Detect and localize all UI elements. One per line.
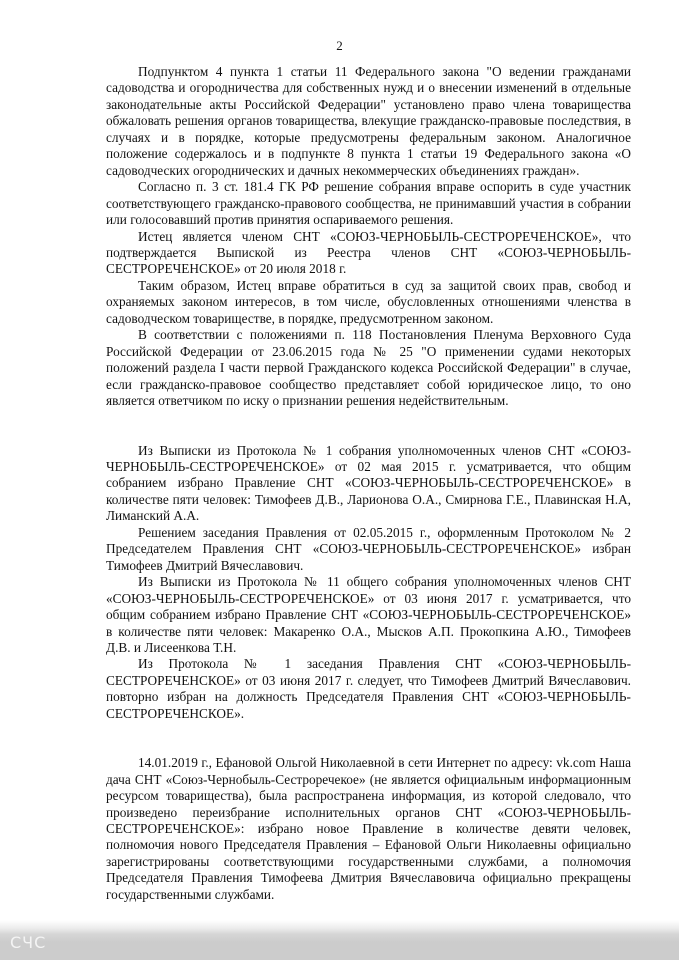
paragraph: Из Выписки из Протокола № 11 общего собрания уполномоченных членов СНТ «СОЮЗ-ЧЕРНОБЫЛЬ-СЕСТРОРЕЧЕНСКОЕ» от 03 июня 2017 г. усматривается, что общим собранием избрано Правление СНТ «СОЮЗ-ЧЕРНОБЫЛЬ-СЕСТРОРЕЧЕНСКОЕ» в количестве пяти человек: Макаренко О.А., Мысков А.П. Прокопкина А.Ю., Тимофеев Д.В. и Лисеенкова Т.Н. [106, 574, 631, 655]
paragraph: Из Протокола № 1 заседания Правления СНТ «СОЮЗ-ЧЕРНОБЫЛЬ-СЕСТРОРЕЧЕНСКОЕ» от 03 июня 2017 г. следует, что Тимофеев Дмитрий Вячеславович. повторно избран на должность Председателя Правления СНТ «СОЮЗ-ЧЕРНОБЫЛЬ-СЕСТРОРЕЧЕНСКОЕ». [106, 656, 631, 721]
paragraph: Истец является членом СНТ «СОЮЗ-ЧЕРНОБЫЛЬ-СЕСТРОРЕЧЕНСКОЕ», что подтверждается Выпиской из Реестра членов СНТ «СОЮЗ-ЧЕРНОБЫЛЬ-СЕСТРОРЕЧЕНСКОЕ» от 20 июля 2018 г. [106, 228, 631, 277]
watermark: СЧС [10, 933, 47, 952]
section-board-history [106, 443, 631, 723]
paragraph: Подпунктом 4 пункта 1 статьи 11 Федерального закона "О ведении гражданами садоводства и огородничества для собственных нужд и о внесении изменений в отдельные законодательные акты Российской Федерации" установлено право члена товарищества обжаловать решения органов товарищества, влекущие гражданско-правовые последствия, в случаях и в порядке, которые предусмотрены федеральным законом. Аналогичное положение содержалось и в подпункте 8 пункта 1 статьи 19 Федерального закона «О садоводческих огороднических и дачных некоммерческих объединениях граждан». [106, 64, 631, 178]
document-body [106, 64, 631, 903]
paragraph: 14.01.2019 г., Ефановой Ольгой Николаевной в сети Интернет по адресу: vk.com Наша дача СНТ «Союз-Чернобыль-Сестроречекое» (не является официальным информационным ресурсом товарищества), была распространена информация, из которой следовало, что произведено переизбрание исполнительных органов СНТ «СОЮЗ-ЧЕРНОБЫЛЬ-СЕСТРОРЕЧЕНСКОЕ»: избрано новое Правление в количестве девяти человек, полномочия нового Председателя Правления – Ефановой Ольги Николаевны официально зарегистрированы соответствующими государственными службами, а полномочия Председателя Правления Тимофеева Дмитрия Вячеславовича официально прекращены государственными службами. [106, 755, 631, 902]
paragraph: Согласно п. 3 ст. 181.4 ГК РФ решение собрания вправе оспорить в суде участник соответствующего гражданско-правового сообщества, не принимавший участия в собрании или голосовавший против принятия оспариваемого решения. [106, 179, 631, 228]
section-spacer [106, 722, 631, 755]
paragraph: В соответствии с положениями п. 118 Постановления Пленума Верховного Суда Российской Федерации от 23.06.2015 года № 25 "О применении судами некоторых положений раздела I части первой Гражданского кодекса Российской Федерации" в случае, если гражданско-правовое сообщество представляет собой юридическое лицо, то оно является ответчиком по иску о признании решения недействительным. [106, 327, 631, 409]
section-legal-basis [106, 64, 631, 410]
paragraph: Решением заседания Правления от 02.05.2015 г., оформленным Протоколом № 2 Председателем Правления СНТ «СОЮЗ-ЧЕРНОБЫЛЬ-СЕСТРОРЕЧЕНСКОЕ» избран Тимофеев Дмитрий Вячеславович. [106, 524, 631, 573]
paragraph: Из Выписки из Протокола № 1 собрания уполномоченных членов СНТ «СОЮЗ-ЧЕРНОБЫЛЬ-СЕСТРОРЕЧЕНСКОЕ» от 02 мая 2015 г. усматривается, что общим собранием избрано Правление СНТ «СОЮЗ-ЧЕРНОБЫЛЬ-СЕСТРОРЕЧЕНСКОЕ» в количестве пяти человек: Тимофеев Д.В., Ларионова О.А., Смирнова Г.Е., Плавинская Н.А, Лиманский А.А. [106, 442, 631, 524]
section-spacer [106, 410, 631, 443]
page-number: 2 [336, 38, 343, 53]
footer-bar [0, 920, 679, 960]
section-publication [106, 755, 631, 903]
paragraph: Таким образом, Истец вправе обратиться в суд за защитой своих прав, свобод и охраняемых законом интересов, в том числе, обусловленных отношениями членства в садоводческом товариществе, в порядке, предусмотренном законом. [106, 277, 631, 326]
